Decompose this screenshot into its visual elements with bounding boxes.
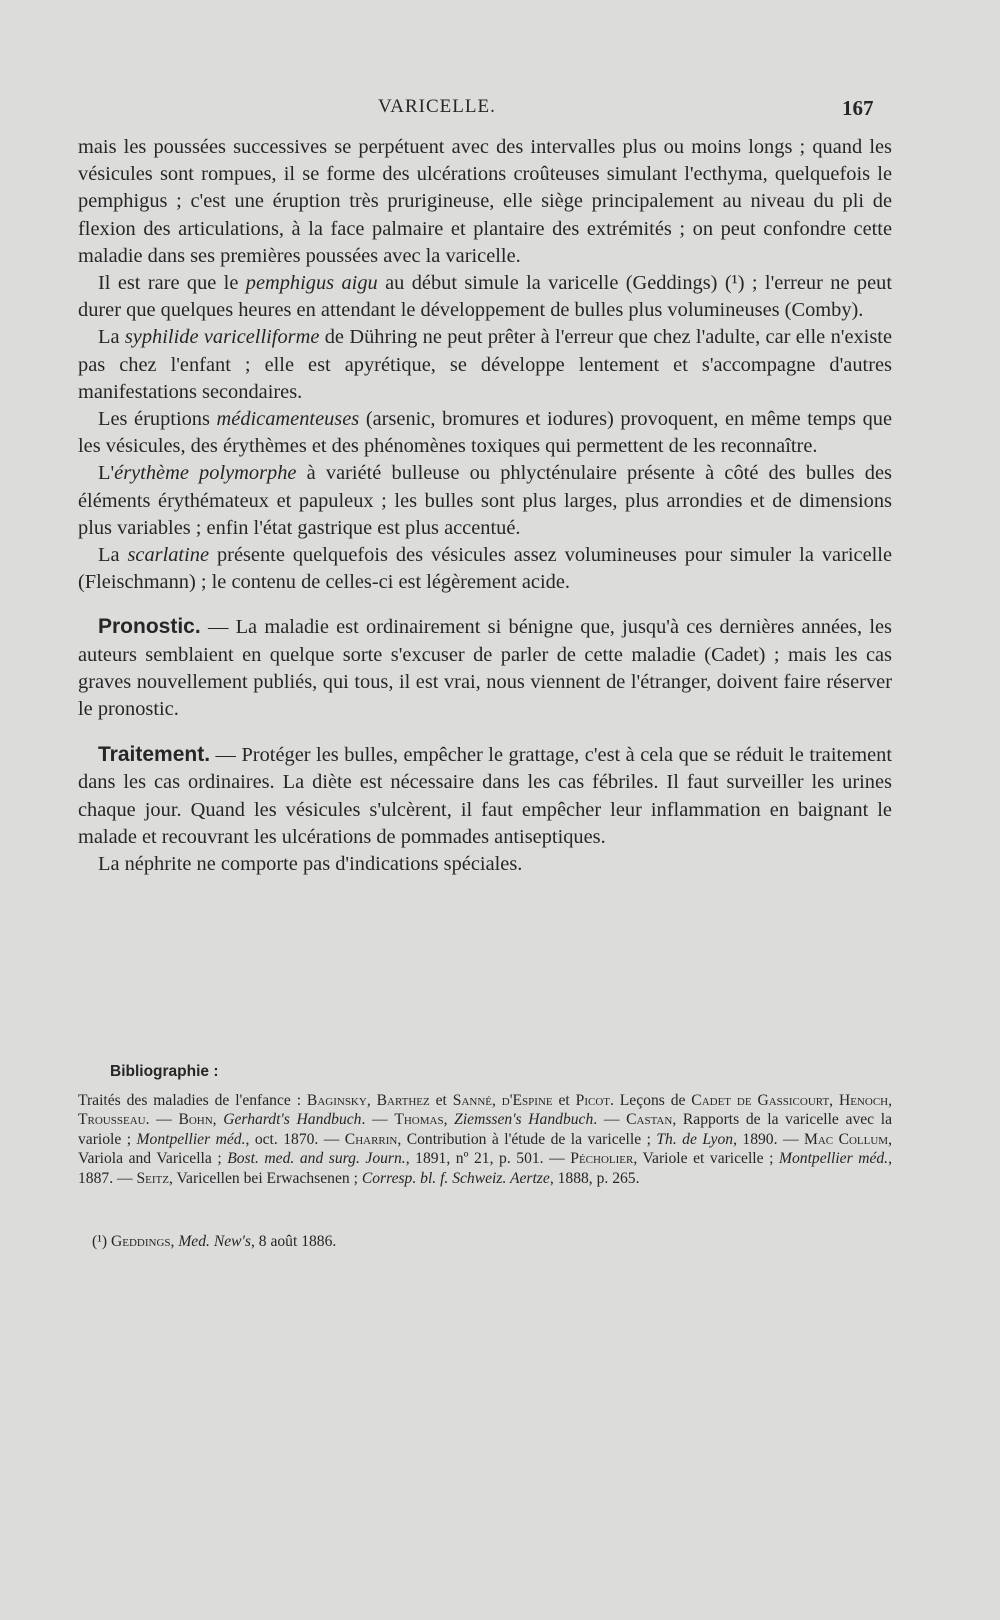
bibliography-text: Traités des maladies de l'enfance : Baginsky, Barthez et Sanné, d'Espine et Picot. Leçons de Cadet de Gassicourt, Henoch, Trousseau. — Bohn, Gerhardt's Handbuch. — Thomas, Ziemssen's Handbuch. — Castan, Rapports de la varicelle avec la variole ; Montpellier méd., oct. 1870. — Charrin, Contribution à l'étude de la varicelle ; Th. de Lyon, 1890. — Mac Collum, Variola and Varicella ; Bost. med. and surg. Journ., 1891, nº 21, p. 501. — Pécholier, Variole et varicelle ; Montpellier méd., 1887. — Seitz, Varicellen bei Erwachsenen ; Corresp. bl. f. Schweiz. Aertze, 1888, p. 265. [78,1092,893,1187]
running-title: VARICELLE. [378,96,496,117]
paragraph-continuation: mais les poussées successives se perpétuent avec des intervalles plus ou moins longs ; quand les vésicules sont rompues, il se forme des ulcérations croûteuses simulant l'ecthyma, quelquefois le pemphigus ; c'est une éruption très prurigineuse, elle siège principalement au niveau du pli de flexion des articulations, à la face palmaire et plantaire des extrémités ; on peut confondre cette maladie dans ses premières poussées avec la varicelle. [78,136,892,267]
section-pronostic: Pronostic. — La maladie est ordinairement si bénigne que, jusqu'à ces dernières années, les auteurs semblaient en quelque sorte s'excuser de parler de cette maladie (Cadet) ; mais les cas graves nouvellement publiés, qui tous, il est vrai, nous viennent de l'étranger, doivent faire réserver le pronostic. [78,615,892,721]
page-number: 167 [842,96,874,120]
pronostic-heading: Pronostic. [98,615,201,639]
section-traitement: Traitement. — Protéger les bulles, empêcher le grattage, c'est à cela que se réduit le traitement dans les cas ordinaires. La diète est nécessaire dans les cas fébriles. Il faut surveiller les urines chaque jour. Quand les vésicules s'ulcèrent, il faut empêcher leur inflammation en baignant le malade et recouvrant les ulcérations de pommades antiseptiques. [78,743,892,848]
bibliography-title: Bibliographie : [110,1063,219,1080]
bibliography [78,1063,892,1188]
footnote: (¹) Geddings, Med. New's, 8 août 1886. [92,1233,337,1250]
body-text [78,134,892,878]
paragraph-medicamenteuses: Les éruptions médicamenteuses (arsenic, bromures et iodures) provoquent, en même temps que les vésicules, des érythèmes et des phénomènes toxiques qui permettent de les reconnaître. [78,408,893,458]
paragraph-erytheme: L'érythème polymorphe à variété bulleuse ou phlycténulaire présente à côté des bulles des éléments érythémateux et papuleux ; les bulles sont plus larges, plus arrondies et de dimensions plus variables ; enfin l'état gastrique est plus accentué. [78,462,892,539]
paragraph-pemphigus: Il est rare que le pemphigus aigu au début simule la varicelle (Geddings) (¹) ; l'erreur ne peut durer que quelques heures en attendant le développement de bulles plus volumineuses (Comby). [78,272,892,322]
paragraph-syphilide: La syphilide varicelliforme de Dühring ne peut prêter à l'erreur que chez l'adulte, car elle n'existe pas chez l'enfant ; elle est apyrétique, se développe lentement et s'accompagne d'autres manifestations secondaires. [78,326,892,403]
paragraph-nephrite: La néphrite ne comporte pas d'indications spéciales. [98,853,523,876]
page-header [0,96,1000,122]
traitement-heading: Traitement. [98,743,211,767]
paragraph-scarlatine: La scarlatine présente quelquefois des vésicules assez volumineuses pour simuler la varicelle (Fleischmann) ; le contenu de celles-ci est légèrement acide. [78,544,893,594]
